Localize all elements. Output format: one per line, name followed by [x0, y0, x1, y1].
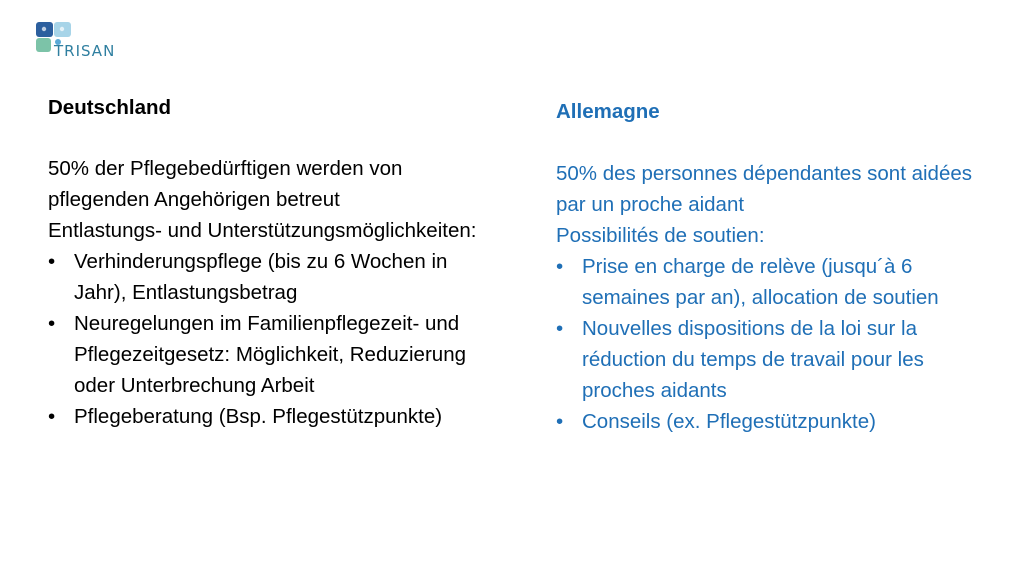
list-item	[48, 401, 488, 432]
right-paragraph: 50% des personnes dépendantes sont aidées par un proche aidant	[556, 162, 973, 216]
trisan-logo	[34, 20, 124, 64]
bullet-icon: •	[48, 312, 56, 335]
list-item-text: Nouvelles dispositions de la loi sur la réduction du temps de travail pour les proches aidants	[582, 317, 924, 402]
list-item-text: Conseils (ex. Pflegestützpunkte)	[582, 410, 876, 433]
left-bullet-list	[48, 246, 488, 432]
bullet-icon: •	[556, 410, 564, 433]
left-paragraph: 50% der Pflegebedürftigen werden von pflegenden Angehörigen betreut	[48, 157, 403, 211]
bullet-icon: •	[556, 317, 564, 340]
list-item	[556, 406, 996, 437]
bullet-icon: •	[556, 255, 564, 278]
right-body	[556, 158, 996, 437]
logo-text: TRISAN	[54, 42, 116, 60]
list-item-text: Prise en charge de relève (jusqu´à 6 semaines par an), allocation de soutien	[582, 255, 939, 309]
left-heading: Deutschland	[48, 96, 172, 119]
list-item	[556, 251, 996, 313]
left-body	[48, 153, 488, 432]
list-item-text: Pflegeberatung (Bsp. Pflegestützpunkte)	[74, 405, 443, 428]
left-paragraph: Entlastungs- und Unterstützungsmöglichkeiten:	[48, 219, 477, 242]
bullet-icon: •	[48, 250, 56, 273]
list-item-text: Verhinderungspflege (bis zu 6 Wochen in Jahr), Entlastungsbetrag	[74, 250, 448, 304]
right-paragraph: Possibilités de soutien:	[556, 224, 765, 247]
list-item-text: Neuregelungen im Familienpflegezeit- und Pflegezeitgesetz: Möglichkeit, Reduzierung oder Unterbrechung Arbeit	[74, 312, 466, 397]
right-bullet-list	[556, 251, 996, 437]
bullet-icon: •	[48, 405, 56, 428]
list-item	[556, 313, 996, 406]
list-item	[48, 246, 488, 308]
list-item	[48, 308, 488, 401]
right-heading: Allemagne	[556, 100, 660, 123]
